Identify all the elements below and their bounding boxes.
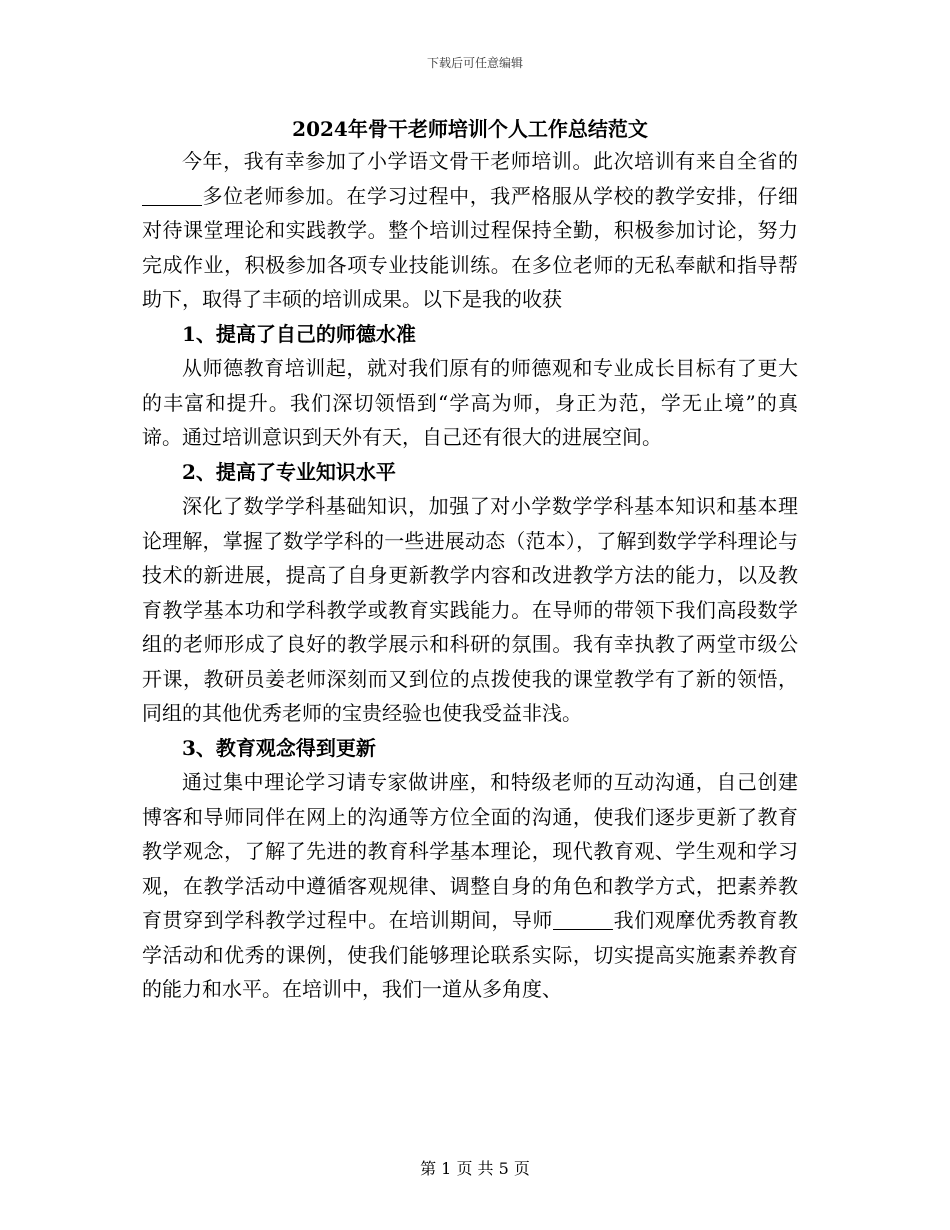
section-body-3 [142, 765, 798, 1007]
intro-text-part1: 今年，我有幸参加了小学语文骨干老师培训。此次培训有来自全省的 [182, 149, 798, 173]
intro-paragraph [142, 144, 798, 317]
section-heading-2: 2、提高了专业知识水平 [182, 459, 396, 484]
document-title: 2024年骨干老师培训个人工作总结范文 [292, 117, 648, 141]
fill-in-blank [553, 909, 613, 930]
header-note: 下载后可任意编辑 [426, 56, 523, 70]
fill-in-blank [142, 185, 202, 206]
document-body [142, 114, 798, 1007]
section-heading-1: 1、提高了自己的师德水准 [182, 321, 416, 346]
section-heading-3: 3、教育观念得到更新 [182, 735, 376, 760]
section-body-3-part1: 通过集中理论学习请专家做讲座，和特级老师的互动沟通，自己创建博客和导师同伴在网上的沟通等方位全面的沟通，使我们逐步更新了教育教学观念，了解了先进的教育科学基本理论，现代教育观、学生观和学习观，在教学活动中遵循客观规律、调整自身的角色和教学方式，把素养教育贯穿到学科教学过程中。在培训期间，导师 [142, 770, 798, 932]
section-body-2: 深化了数学学科基础知识，加强了对小学数学学科基本知识和基本理论理解，掌握了数学学科的一些进展动态（范本），了解到数学学科理论与技术的新进展，提高了自身更新教学内容和改进教学方法的能力，以及教育教学基本功和学科教学或教育实践能力。在导师的带领下我们高段数学组的老师形成了良好的教学展示和科研的氛围。我有幸执教了两堂市级公开课，教研员姜老师深刻而又到位的点拨使我的课堂教学有了新的领悟，同组的其他优秀老师的宝贵经验也使我受益非浅。 [142, 494, 798, 725]
intro-text-part2: 多位老师参加。在学习过程中，我严格服从学校的教学安排，仔细对待课堂理论和实践教学。整个培训过程保持全勤，积极参加讨论，努力完成作业，积极参加各项专业技能训练。在多位老师的无私奉献和指导帮助下，取得了丰硕的培训成果。以下是我的收获 [142, 183, 798, 311]
section-body-1: 从师德教育培训起，就对我们原有的师德观和专业成长目标有了更大的丰富和提升。我们深切领悟到“学高为师，身正为范，学无止境”的真谛。通过培训意识到天外有天，自己还有很大的进展空间。 [142, 356, 798, 449]
section-body-3-part2: 我们观摩优秀教育教学活动和优秀的课例，使我们能够理论联系实际，切实提高实施素养教育的能力和水平。在培训中，我们一道从多角度、 [142, 908, 799, 1001]
page-footer: 第 1 页 共 5 页 [420, 1159, 530, 1178]
